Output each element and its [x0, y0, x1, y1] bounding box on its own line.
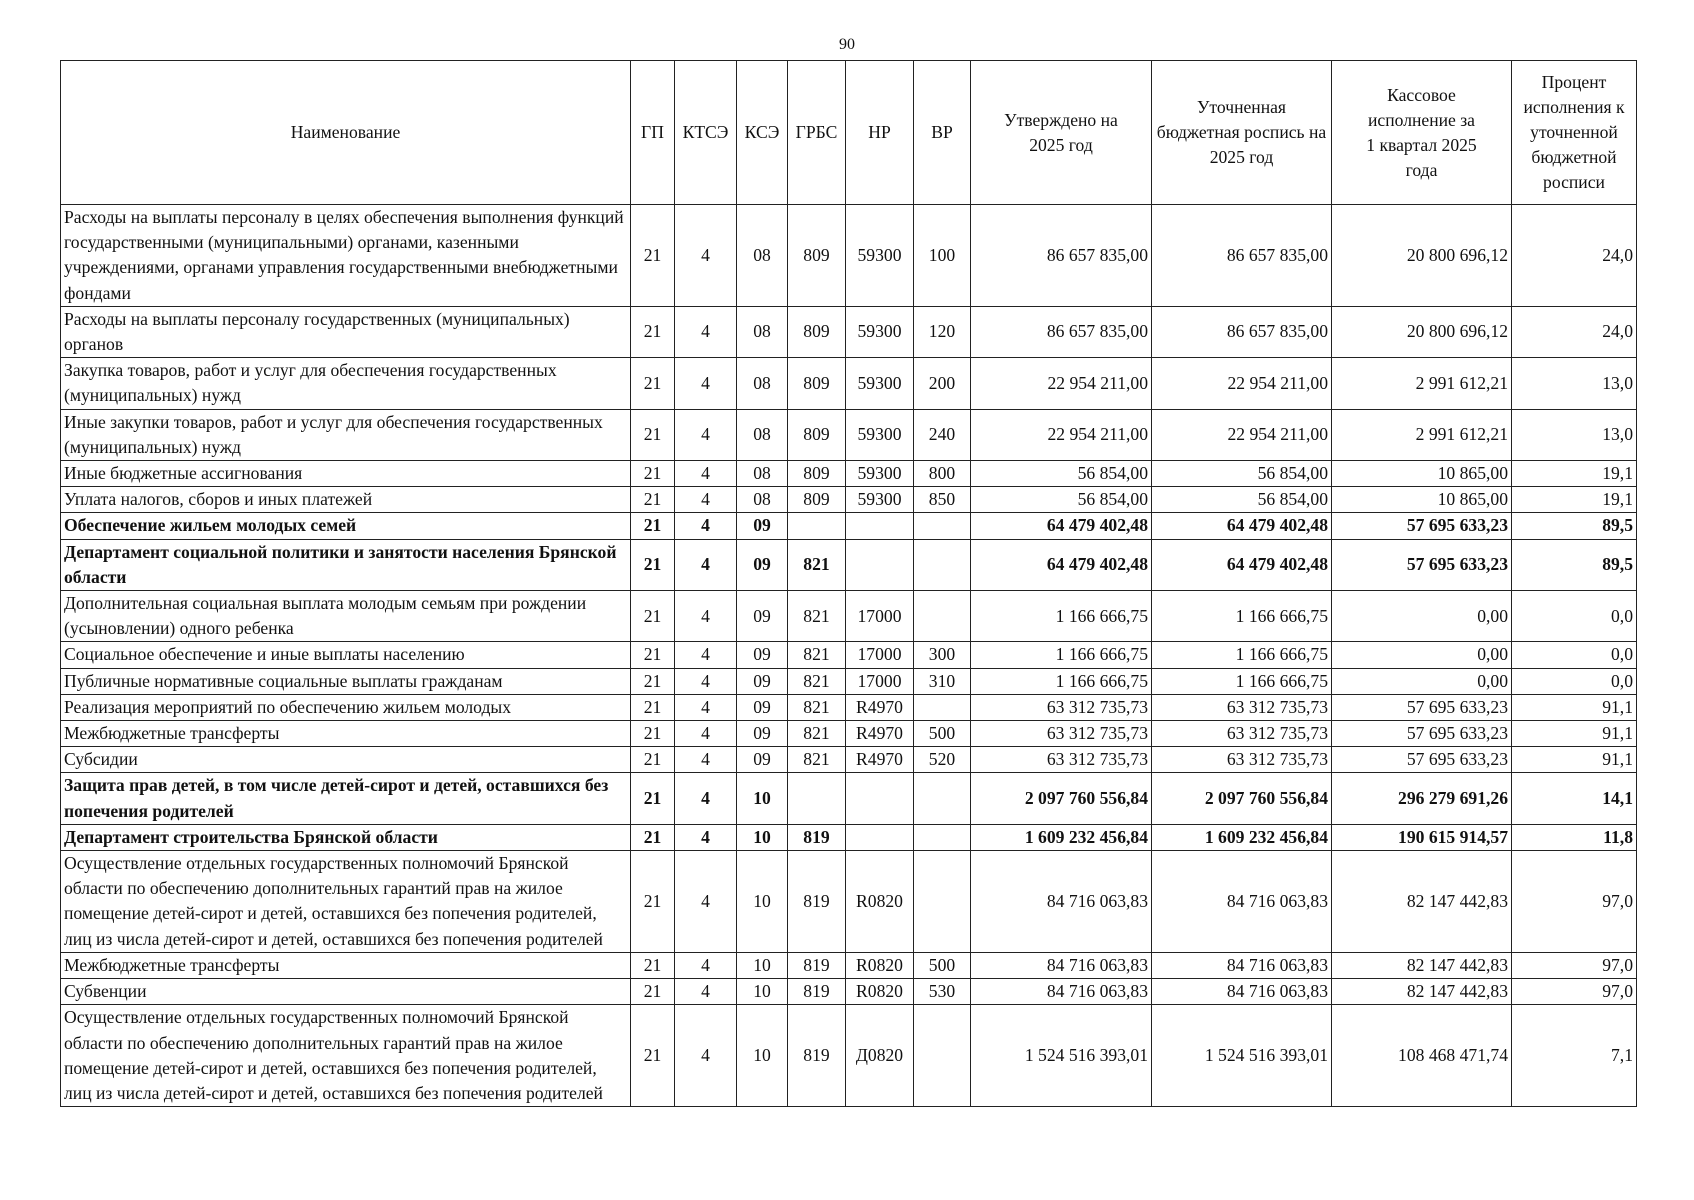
cell-vr: 200 [914, 358, 971, 409]
cell-ktse: 4 [675, 358, 737, 409]
cell-nr: R0820 [846, 952, 914, 978]
cell-kse: 09 [737, 747, 788, 773]
cell-gp: 21 [631, 409, 675, 460]
cell-grbs: 809 [788, 487, 846, 513]
cell-name: Обеспечение жильем молодых семей [61, 513, 631, 539]
cell-nr: R0820 [846, 979, 914, 1005]
cell-vr: 300 [914, 642, 971, 668]
cell-approved: 64 479 402,48 [971, 513, 1152, 539]
cell-name: Департамент строительства Брянской области [61, 824, 631, 850]
cell-name: Субсидии [61, 747, 631, 773]
header-name: Наименование [61, 61, 631, 205]
header-nr: НР [846, 61, 914, 205]
cell-cash: 20 800 696,12 [1332, 306, 1512, 357]
cell-ktse: 4 [675, 979, 737, 1005]
table-row [61, 952, 1637, 978]
table-row [61, 358, 1637, 409]
cell-percent: 97,0 [1512, 979, 1637, 1005]
cell-refined: 84 716 063,83 [1152, 851, 1332, 953]
cell-name: Социальное обеспечение и иные выплаты населению [61, 642, 631, 668]
cell-ktse: 4 [675, 694, 737, 720]
cell-vr [914, 1005, 971, 1107]
cell-name: Расходы на выплаты персоналу в целях обеспечения выполнения функций государственными (муниципальными) органами, казенными учреждениями, органами управления государственными внебюджетными фондами [61, 205, 631, 307]
cell-refined: 86 657 835,00 [1152, 306, 1332, 357]
cell-name: Защита прав детей, в том числе детей-сирот и детей, оставшихся без попечения родителей [61, 773, 631, 824]
cell-gp: 21 [631, 591, 675, 642]
cell-name: Публичные нормативные социальные выплаты гражданам [61, 668, 631, 694]
cell-cash: 82 147 442,83 [1332, 979, 1512, 1005]
cell-vr [914, 591, 971, 642]
cell-grbs: 809 [788, 409, 846, 460]
cell-approved: 56 854,00 [971, 461, 1152, 487]
cell-percent: 0,0 [1512, 668, 1637, 694]
cell-grbs: 821 [788, 747, 846, 773]
table-row [61, 591, 1637, 642]
cell-cash: 0,00 [1332, 668, 1512, 694]
cell-nr: 59300 [846, 358, 914, 409]
cell-vr [914, 773, 971, 824]
header-percent: Процент исполнения к уточненной бюджетной росписи [1512, 61, 1637, 205]
cell-nr: 59300 [846, 205, 914, 307]
cell-approved: 1 524 516 393,01 [971, 1005, 1152, 1107]
cell-approved: 84 716 063,83 [971, 979, 1152, 1005]
budget-table [60, 60, 1637, 1107]
cell-approved: 1 166 666,75 [971, 642, 1152, 668]
cell-cash: 20 800 696,12 [1332, 205, 1512, 307]
cell-grbs: 819 [788, 824, 846, 850]
cell-refined: 1 524 516 393,01 [1152, 1005, 1332, 1107]
cell-ktse: 4 [675, 824, 737, 850]
header-refined: Уточненная бюджетная роспись на 2025 год [1152, 61, 1332, 205]
cell-ktse: 4 [675, 773, 737, 824]
cell-cash: 2 991 612,21 [1332, 358, 1512, 409]
cell-kse: 09 [737, 642, 788, 668]
cell-nr: R4970 [846, 747, 914, 773]
cell-gp: 21 [631, 642, 675, 668]
cell-cash: 10 865,00 [1332, 461, 1512, 487]
cell-grbs [788, 773, 846, 824]
cell-percent: 19,1 [1512, 461, 1637, 487]
table-row [61, 979, 1637, 1005]
cell-kse: 10 [737, 824, 788, 850]
table-row [61, 1005, 1637, 1107]
table-row [61, 487, 1637, 513]
header-kse: КСЭ [737, 61, 788, 205]
cell-gp: 21 [631, 721, 675, 747]
cell-name: Субвенции [61, 979, 631, 1005]
cell-gp: 21 [631, 668, 675, 694]
cell-name: Закупка товаров, работ и услуг для обеспечения государственных (муниципальных) нужд [61, 358, 631, 409]
cell-percent: 97,0 [1512, 851, 1637, 953]
cell-nr [846, 539, 914, 590]
cell-gp: 21 [631, 205, 675, 307]
cell-percent: 7,1 [1512, 1005, 1637, 1107]
cell-gp: 21 [631, 306, 675, 357]
cell-grbs: 809 [788, 306, 846, 357]
header-gp: ГП [631, 61, 675, 205]
cell-ktse: 4 [675, 409, 737, 460]
cell-grbs: 819 [788, 851, 846, 953]
table-row [61, 461, 1637, 487]
cell-gp: 21 [631, 773, 675, 824]
cell-kse: 10 [737, 1005, 788, 1107]
cell-gp: 21 [631, 694, 675, 720]
cell-cash: 57 695 633,23 [1332, 747, 1512, 773]
cell-cash: 57 695 633,23 [1332, 513, 1512, 539]
cell-ktse: 4 [675, 487, 737, 513]
cell-kse: 09 [737, 513, 788, 539]
cell-name: Осуществление отдельных государственных полномочий Брянской области по обеспечению дополнительных гарантий прав на жилое помещение детей-сирот и детей, оставшихся без попечения родителей, лиц из числа детей-сирот и детей, оставшихся без попечения родителей [61, 851, 631, 953]
cell-ktse: 4 [675, 851, 737, 953]
cell-approved: 84 716 063,83 [971, 952, 1152, 978]
cell-nr [846, 773, 914, 824]
cell-percent: 11,8 [1512, 824, 1637, 850]
cell-nr: 17000 [846, 668, 914, 694]
cell-gp: 21 [631, 952, 675, 978]
cell-ktse: 4 [675, 591, 737, 642]
cell-gp: 21 [631, 747, 675, 773]
cell-refined: 1 166 666,75 [1152, 668, 1332, 694]
cell-kse: 09 [737, 721, 788, 747]
cell-refined: 63 312 735,73 [1152, 694, 1332, 720]
cell-approved: 1 166 666,75 [971, 591, 1152, 642]
cell-ktse: 4 [675, 1005, 737, 1107]
cell-vr: 850 [914, 487, 971, 513]
cell-nr: R0820 [846, 851, 914, 953]
table-row [61, 539, 1637, 590]
cell-percent: 13,0 [1512, 358, 1637, 409]
table-header-row [61, 61, 1637, 205]
cell-approved: 86 657 835,00 [971, 306, 1152, 357]
cell-kse: 10 [737, 773, 788, 824]
cell-name: Осуществление отдельных государственных полномочий Брянской области по обеспечению дополнительных гарантий прав на жилое помещение детей-сирот и детей, оставшихся без попечения родителей, лиц из числа детей-сирот и детей, оставшихся без попечения родителей [61, 1005, 631, 1107]
cell-nr: 59300 [846, 409, 914, 460]
cell-percent: 89,5 [1512, 513, 1637, 539]
cell-percent: 97,0 [1512, 952, 1637, 978]
cell-nr: R4970 [846, 721, 914, 747]
cell-grbs: 809 [788, 461, 846, 487]
cell-approved: 86 657 835,00 [971, 205, 1152, 307]
cell-vr: 100 [914, 205, 971, 307]
cell-approved: 2 097 760 556,84 [971, 773, 1152, 824]
cell-ktse: 4 [675, 306, 737, 357]
cell-grbs: 821 [788, 694, 846, 720]
cell-percent: 91,1 [1512, 747, 1637, 773]
table-row [61, 642, 1637, 668]
cell-kse: 10 [737, 851, 788, 953]
header-ktse: КТСЭ [675, 61, 737, 205]
header-grbs: ГРБС [788, 61, 846, 205]
table-row [61, 668, 1637, 694]
cell-cash: 82 147 442,83 [1332, 952, 1512, 978]
cell-kse: 08 [737, 306, 788, 357]
cell-kse: 09 [737, 668, 788, 694]
table-row [61, 205, 1637, 307]
cell-name: Департамент социальной политики и занятости населения Брянской области [61, 539, 631, 590]
cell-kse: 09 [737, 591, 788, 642]
cell-percent: 91,1 [1512, 721, 1637, 747]
cell-vr: 240 [914, 409, 971, 460]
cell-name: Иные бюджетные ассигнования [61, 461, 631, 487]
cell-refined: 22 954 211,00 [1152, 409, 1332, 460]
cell-grbs: 821 [788, 642, 846, 668]
cell-name: Дополнительная социальная выплата молодым семьям при рождении (усыновлении) одного ребенка [61, 591, 631, 642]
cell-percent: 0,0 [1512, 591, 1637, 642]
cell-refined: 56 854,00 [1152, 461, 1332, 487]
cell-grbs: 819 [788, 979, 846, 1005]
cell-name: Расходы на выплаты персоналу государственных (муниципальных) органов [61, 306, 631, 357]
cell-approved: 1 166 666,75 [971, 668, 1152, 694]
cell-gp: 21 [631, 979, 675, 1005]
table-row [61, 306, 1637, 357]
cell-nr: 59300 [846, 461, 914, 487]
cell-gp: 21 [631, 487, 675, 513]
table-row [61, 824, 1637, 850]
cell-percent: 19,1 [1512, 487, 1637, 513]
cell-nr: Д0820 [846, 1005, 914, 1107]
cell-gp: 21 [631, 851, 675, 953]
cell-percent: 0,0 [1512, 642, 1637, 668]
cell-approved: 56 854,00 [971, 487, 1152, 513]
cell-ktse: 4 [675, 642, 737, 668]
cell-kse: 09 [737, 694, 788, 720]
cell-percent: 24,0 [1512, 306, 1637, 357]
cell-refined: 63 312 735,73 [1152, 747, 1332, 773]
cell-nr: 17000 [846, 642, 914, 668]
cell-ktse: 4 [675, 539, 737, 590]
cell-cash: 57 695 633,23 [1332, 539, 1512, 590]
cell-vr [914, 851, 971, 953]
cell-ktse: 4 [675, 205, 737, 307]
cell-name: Иные закупки товаров, работ и услуг для обеспечения государственных (муниципальных) нужд [61, 409, 631, 460]
cell-name: Межбюджетные трансферты [61, 721, 631, 747]
cell-name: Реализация мероприятий по обеспечению жильем молодых [61, 694, 631, 720]
cell-kse: 08 [737, 205, 788, 307]
cell-gp: 21 [631, 461, 675, 487]
cell-kse: 08 [737, 358, 788, 409]
cell-gp: 21 [631, 1005, 675, 1107]
cell-grbs [788, 513, 846, 539]
cell-cash: 82 147 442,83 [1332, 851, 1512, 953]
cell-grbs: 819 [788, 1005, 846, 1107]
table-row [61, 409, 1637, 460]
cell-grbs: 821 [788, 539, 846, 590]
cell-refined: 1 166 666,75 [1152, 591, 1332, 642]
cell-vr: 500 [914, 721, 971, 747]
cell-nr: 59300 [846, 306, 914, 357]
table-row [61, 513, 1637, 539]
cell-refined: 22 954 211,00 [1152, 358, 1332, 409]
cell-nr: 17000 [846, 591, 914, 642]
table-row [61, 773, 1637, 824]
cell-cash: 0,00 [1332, 642, 1512, 668]
cell-cash: 296 279 691,26 [1332, 773, 1512, 824]
cell-kse: 10 [737, 979, 788, 1005]
cell-vr [914, 824, 971, 850]
cell-ktse: 4 [675, 668, 737, 694]
header-vr: ВР [914, 61, 971, 205]
cell-cash: 10 865,00 [1332, 487, 1512, 513]
cell-nr: R4970 [846, 694, 914, 720]
cell-nr: 59300 [846, 487, 914, 513]
cell-kse: 09 [737, 539, 788, 590]
cell-percent: 91,1 [1512, 694, 1637, 720]
cell-vr: 800 [914, 461, 971, 487]
cell-cash: 190 615 914,57 [1332, 824, 1512, 850]
header-cash: Кассовое исполнение за 1 квартал 2025 года [1332, 61, 1512, 205]
cell-approved: 84 716 063,83 [971, 851, 1152, 953]
cell-cash: 108 468 471,74 [1332, 1005, 1512, 1107]
cell-name: Уплата налогов, сборов и иных платежей [61, 487, 631, 513]
cell-refined: 63 312 735,73 [1152, 721, 1332, 747]
cell-ktse: 4 [675, 461, 737, 487]
cell-approved: 22 954 211,00 [971, 358, 1152, 409]
table-row [61, 851, 1637, 953]
cell-cash: 2 991 612,21 [1332, 409, 1512, 460]
cell-nr [846, 824, 914, 850]
cell-approved: 63 312 735,73 [971, 721, 1152, 747]
header-approved: Утверждено на 2025 год [971, 61, 1152, 205]
cell-refined: 86 657 835,00 [1152, 205, 1332, 307]
cell-refined: 56 854,00 [1152, 487, 1332, 513]
table-row [61, 747, 1637, 773]
cell-cash: 57 695 633,23 [1332, 721, 1512, 747]
cell-gp: 21 [631, 824, 675, 850]
table-body [61, 205, 1637, 1107]
cell-percent: 13,0 [1512, 409, 1637, 460]
cell-approved: 64 479 402,48 [971, 539, 1152, 590]
cell-grbs: 821 [788, 591, 846, 642]
cell-refined: 84 716 063,83 [1152, 952, 1332, 978]
cell-cash: 57 695 633,23 [1332, 694, 1512, 720]
cell-refined: 2 097 760 556,84 [1152, 773, 1332, 824]
cell-nr [846, 513, 914, 539]
cell-percent: 89,5 [1512, 539, 1637, 590]
cell-vr [914, 694, 971, 720]
cell-approved: 22 954 211,00 [971, 409, 1152, 460]
cell-cash: 0,00 [1332, 591, 1512, 642]
cell-refined: 64 479 402,48 [1152, 539, 1332, 590]
cell-vr: 520 [914, 747, 971, 773]
cell-approved: 63 312 735,73 [971, 747, 1152, 773]
cell-vr: 120 [914, 306, 971, 357]
cell-vr: 500 [914, 952, 971, 978]
cell-vr [914, 513, 971, 539]
cell-grbs: 819 [788, 952, 846, 978]
cell-name: Межбюджетные трансферты [61, 952, 631, 978]
cell-percent: 14,1 [1512, 773, 1637, 824]
cell-approved: 63 312 735,73 [971, 694, 1152, 720]
cell-kse: 08 [737, 461, 788, 487]
cell-grbs: 809 [788, 205, 846, 307]
cell-kse: 08 [737, 487, 788, 513]
cell-gp: 21 [631, 539, 675, 590]
cell-gp: 21 [631, 358, 675, 409]
cell-ktse: 4 [675, 952, 737, 978]
cell-ktse: 4 [675, 747, 737, 773]
cell-refined: 84 716 063,83 [1152, 979, 1332, 1005]
cell-refined: 1 609 232 456,84 [1152, 824, 1332, 850]
cell-approved: 1 609 232 456,84 [971, 824, 1152, 850]
page-number: 90 [839, 36, 855, 53]
cell-ktse: 4 [675, 721, 737, 747]
cell-grbs: 821 [788, 668, 846, 694]
cell-vr [914, 539, 971, 590]
cell-kse: 10 [737, 952, 788, 978]
cell-gp: 21 [631, 513, 675, 539]
table-row [61, 721, 1637, 747]
cell-refined: 1 166 666,75 [1152, 642, 1332, 668]
cell-refined: 64 479 402,48 [1152, 513, 1332, 539]
cell-vr: 310 [914, 668, 971, 694]
table-row [61, 694, 1637, 720]
cell-grbs: 809 [788, 358, 846, 409]
cell-ktse: 4 [675, 513, 737, 539]
cell-vr: 530 [914, 979, 971, 1005]
cell-grbs: 821 [788, 721, 846, 747]
cell-kse: 08 [737, 409, 788, 460]
cell-percent: 24,0 [1512, 205, 1637, 307]
